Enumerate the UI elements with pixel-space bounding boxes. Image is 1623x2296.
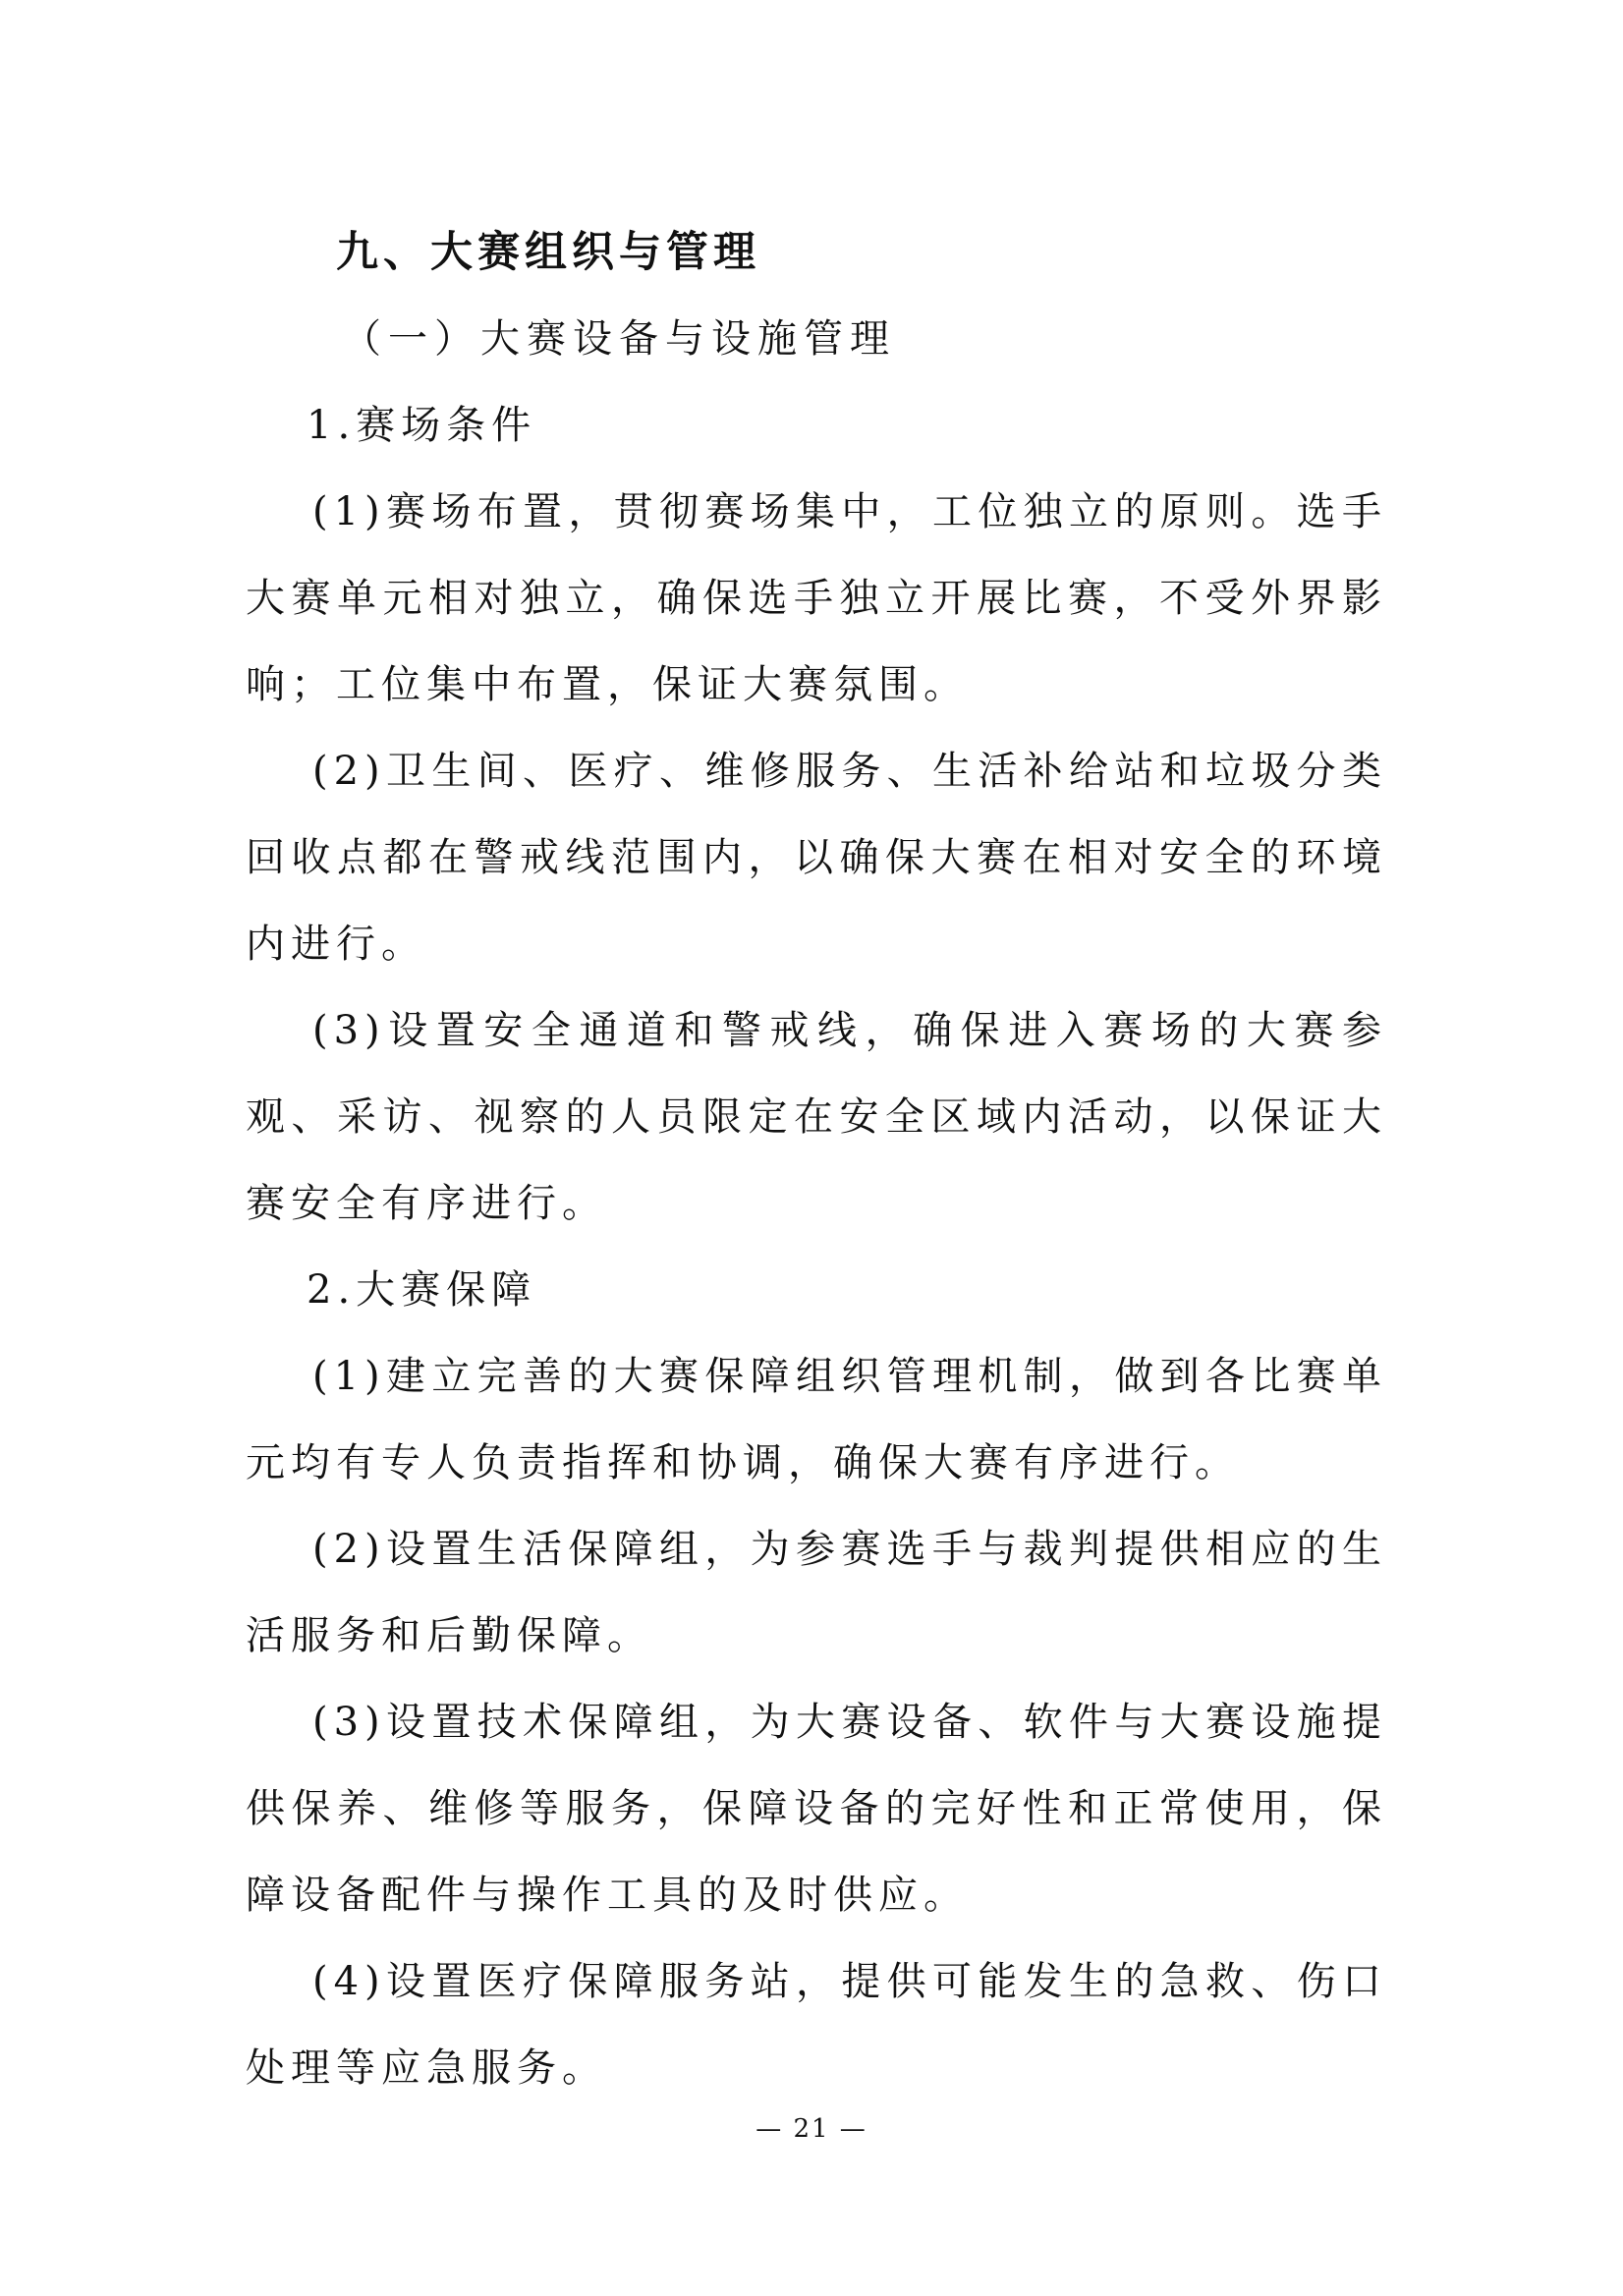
item-heading-competition-support: 2.大赛保障 bbox=[307, 1267, 537, 1313]
paragraph-safety-channel: (3)设置安全通道和警戒线，确保进入赛场的大赛参观、采访、视察的人员限定在安全区域内活动，以保证大赛安全有序进行。 bbox=[246, 1008, 1387, 1226]
page-number: — 21 — bbox=[756, 2114, 867, 2144]
paragraph-service-points: (2)卫生间、医疗、维修服务、生活补给站和垃圾分类回收点都在警戒线范围内，以确保大赛在相对安全的环境内进行。 bbox=[246, 749, 1387, 967]
subsection-heading: （一）大赛设备与设施管理 bbox=[342, 316, 896, 362]
paragraph-support-mechanism: (1)建立完善的大赛保障组织管理机制，做到各比赛单元均有专人负责指挥和协调，确保大赛有序进行。 bbox=[246, 1354, 1387, 1485]
section-heading: 九、大赛组织与管理 bbox=[336, 228, 760, 277]
item-heading-venue-conditions: 1.赛场条件 bbox=[307, 403, 537, 448]
document-body bbox=[246, 209, 1387, 2111]
paragraph-living-support: (2)设置生活保障组，为参赛选手与裁判提供相应的生活服务和后勤保障。 bbox=[246, 1527, 1387, 1658]
paragraph-technical-support: (3)设置技术保障组，为大赛设备、软件与大赛设施提供保养、维修等服务，保障设备的完好性和正常使用，保障设备配件与操作工具的及时供应。 bbox=[246, 1700, 1387, 1918]
paragraph-venue-layout: (1)赛场布置，贯彻赛场集中，工位独立的原则。选手大赛单元相对独立，确保选手独立开展比赛，不受外界影响；工位集中布置，保证大赛氛围。 bbox=[246, 489, 1387, 707]
paragraph-medical-support: (4)设置医疗保障服务站，提供可能发生的急救、伤口处理等应急服务。 bbox=[246, 1959, 1387, 2091]
